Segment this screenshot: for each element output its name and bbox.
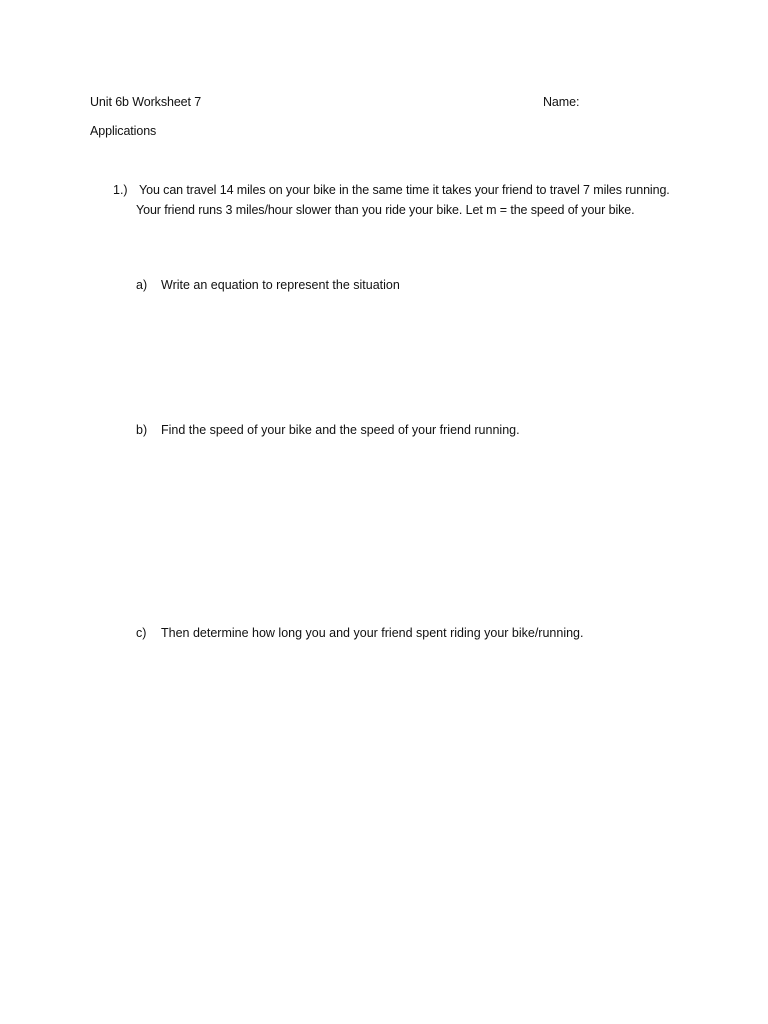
- part-b-text: Find the speed of your bike and the speed of your friend running.: [161, 423, 520, 437]
- part-c-letter: c): [136, 626, 147, 640]
- part-a-text: Write an equation to represent the situation: [161, 278, 400, 292]
- worksheet-title: Unit 6b Worksheet 7: [90, 95, 202, 109]
- part-c-text: Then determine how long you and your friend spent riding your bike/running.: [161, 626, 584, 640]
- part-a-letter: a): [136, 278, 148, 292]
- name-label: Name:: [543, 95, 580, 109]
- part-c: [136, 623, 583, 643]
- part-b: [136, 420, 520, 440]
- question-text: You can travel 14 miles on your bike in the same time it takes your friend to travel 7 miles running. Your friend runs 3 miles/hour slower than you ride your bike. Let m = the speed of your bike.: [136, 183, 670, 217]
- part-a: [136, 275, 400, 295]
- question-number: 1.): [113, 183, 128, 197]
- section-heading: Applications: [90, 124, 157, 138]
- part-b-letter: b): [136, 423, 148, 437]
